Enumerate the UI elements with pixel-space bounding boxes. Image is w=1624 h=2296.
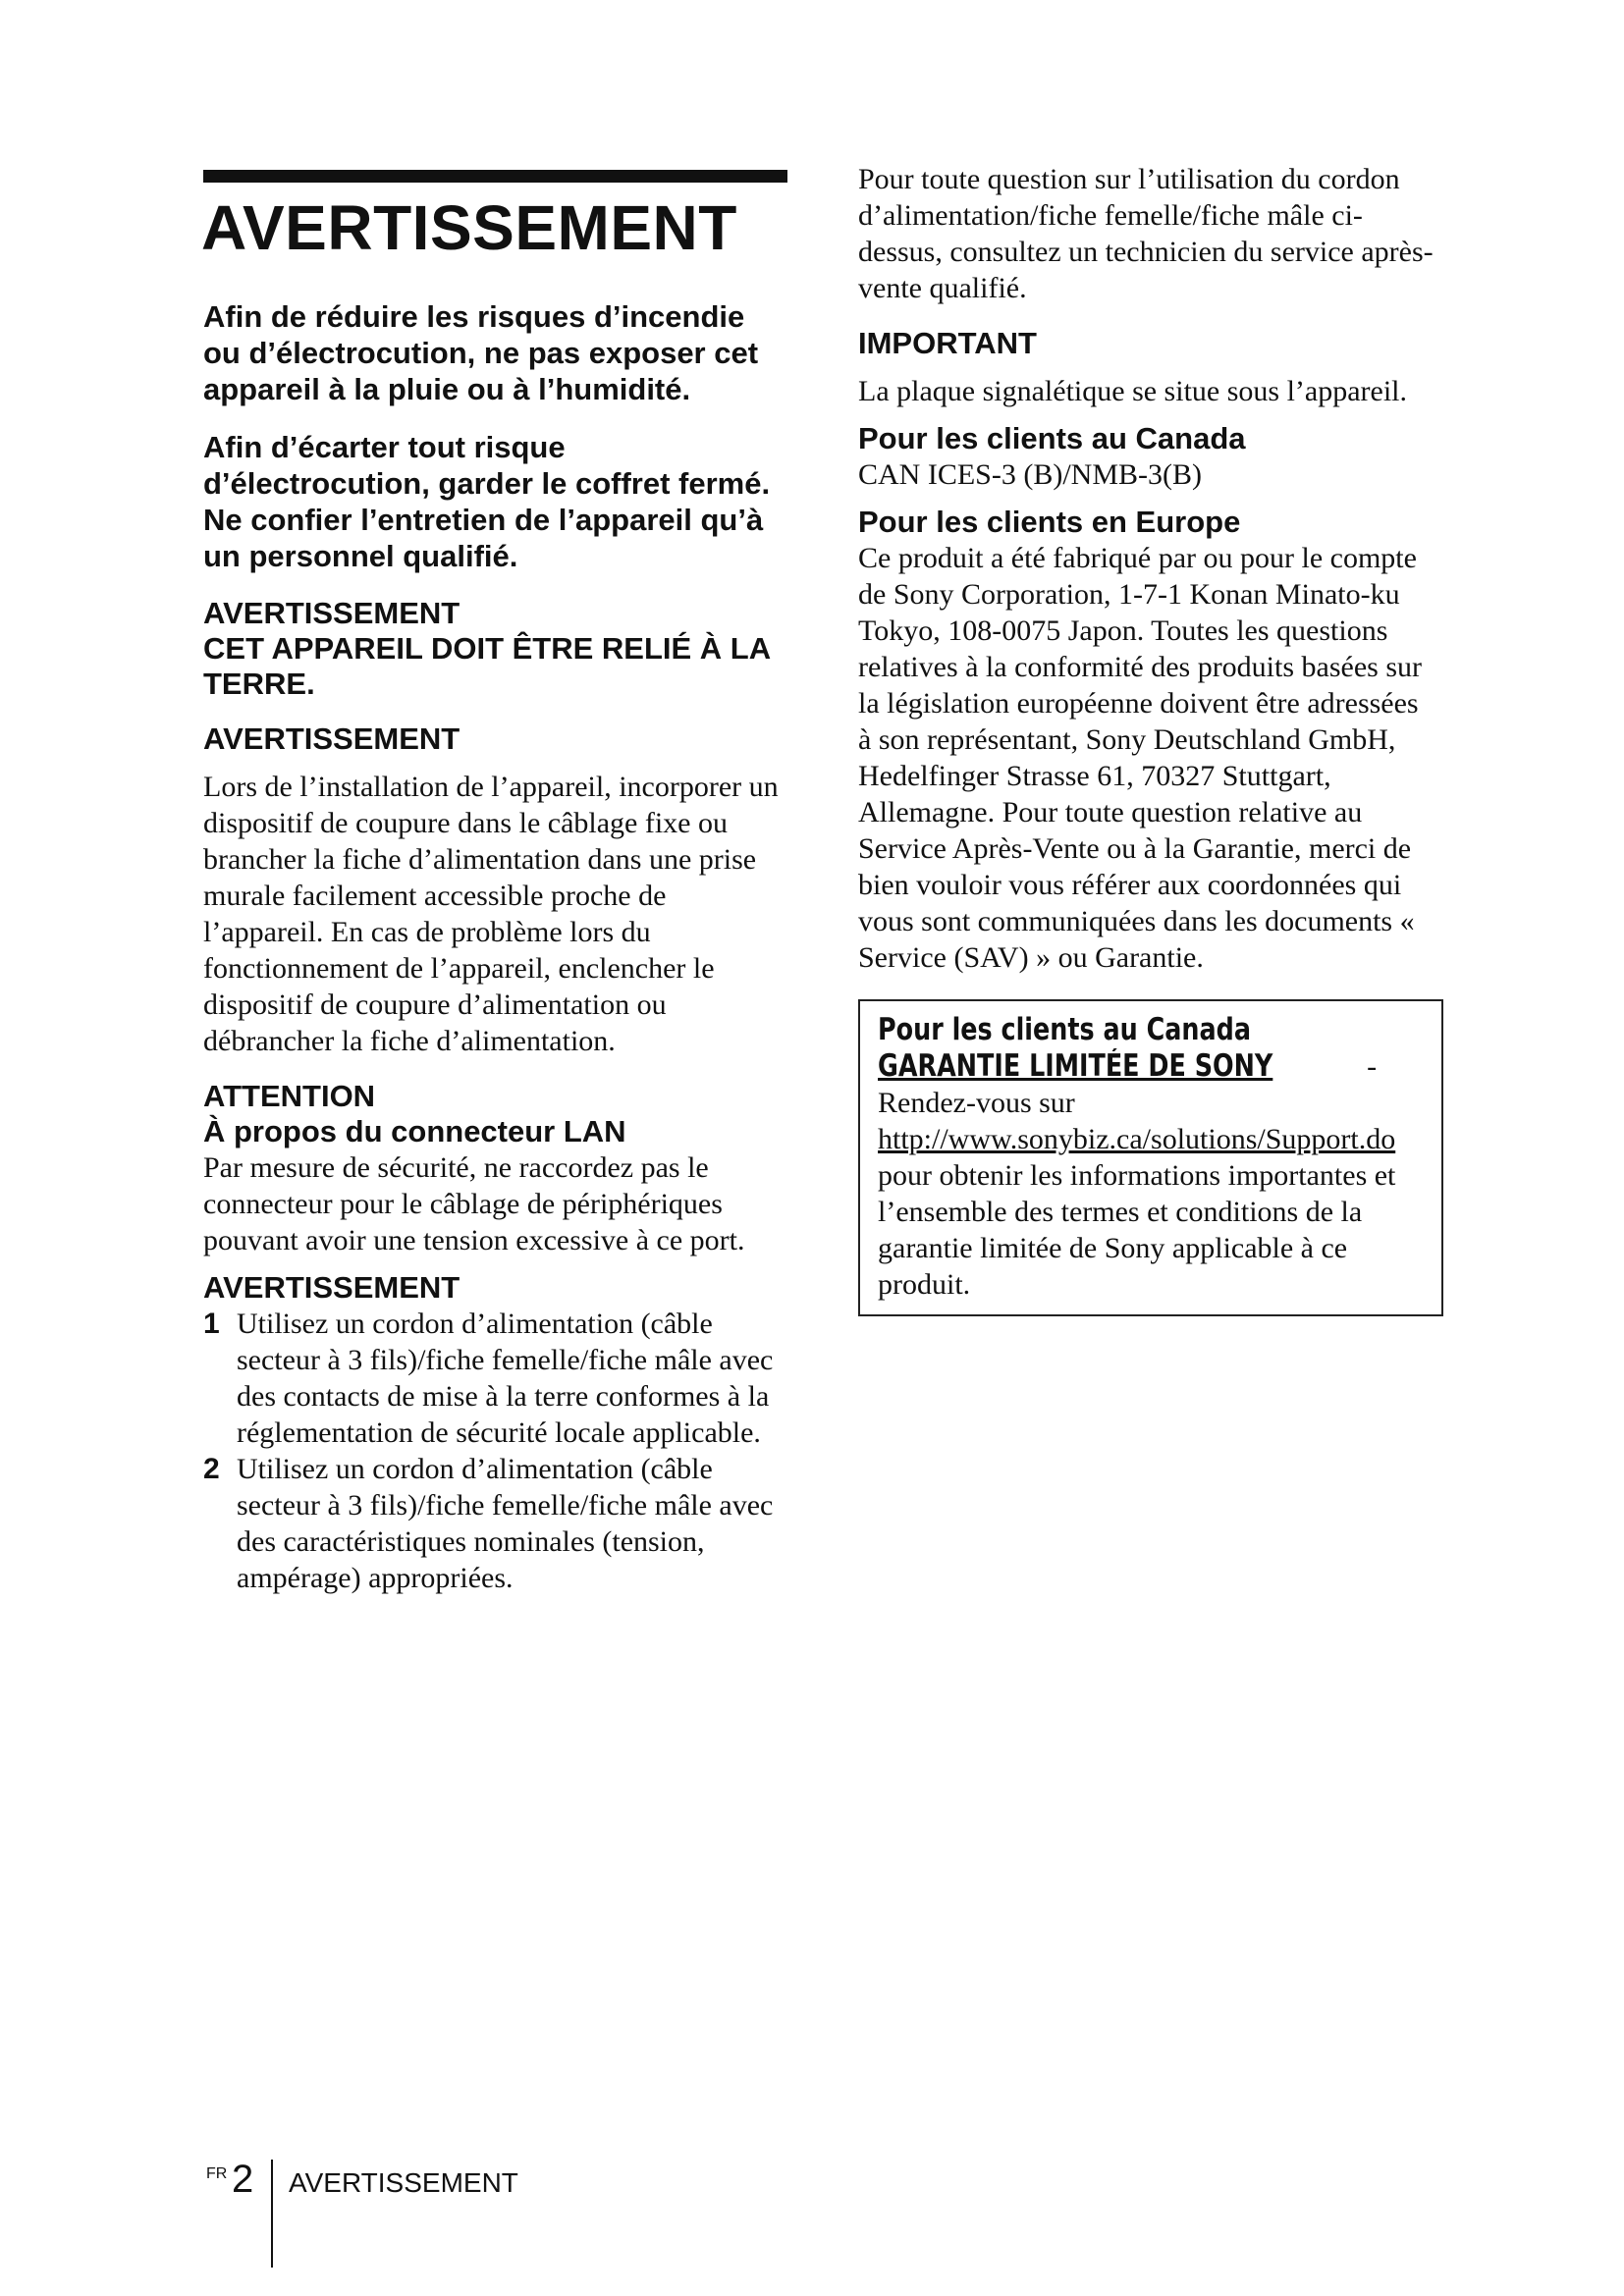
footer-section-title: AVERTISSEMENT <box>289 2167 518 2198</box>
important-heading: IMPORTANT <box>858 326 1037 360</box>
list-text: Utilisez un cordon d’alimentation (câble secteur à 3 fils)/fiche femelle/fiche mâle avec des contacts de mise à la terre conformes à la réglementation de sécurité locale applicable. <box>237 1308 774 1449</box>
lan-text: Par mesure de sécurité, ne raccordez pas le connecteur pour le câblage de périphériques pouvant avoir une tension excessive à ce port. <box>203 1151 745 1256</box>
list-item <box>203 1451 787 1596</box>
warranty-text-before-link: - Rendez-vous sur <box>878 1050 1378 1119</box>
cord-heading: AVERTISSEMENT <box>203 1270 460 1305</box>
important-text: La plaque signalétique se situe sous l’appareil. <box>858 375 1407 407</box>
list-item <box>203 1306 787 1451</box>
warranty-box-text <box>878 1048 1428 1303</box>
warranty-link[interactable]: http://www.sonybiz.ca/solutions/Support.do <box>878 1123 1396 1155</box>
shock-warning: Afin d’écarter tout risque d’électrocution, garder le coffret fermé. Ne confier l’entretien de l’appareil qu’à un personnel qualifié. <box>203 430 771 573</box>
fire-warning: Afin de réduire les risques d’incendie ou d’électrocution, ne pas exposer cet appareil à la pluie ou à l’humidité. <box>203 299 759 406</box>
language-code: FR <box>206 2165 228 2182</box>
europe-text: Ce produit a été fabriqué par ou pour le compte de Sony Corporation, 1-7-1 Konan Minato-ku Tokyo, 108-0075 Japon. Toutes les questions relatives à la conformité des produits basées sur la législation européenne doivent être adressées à son représentant, Sony Deutschland GmbH, Hedelfinger Strasse 61, 70327 Stuttgart, Allemagne. Pour toute question relative au Service Après-Vente ou à la Garantie, merci de bien vouloir vous référer aux coordonnées qui vous sont communiquées dans les documents « Service (SAV) » ou Garantie. <box>858 542 1422 974</box>
cord-list <box>203 1306 787 1596</box>
right-column <box>858 161 1437 1316</box>
warranty-title: GARANTIE LIMITÉE DE SONY <box>878 1048 1273 1084</box>
europe-heading: Pour les clients en Europe <box>858 505 1241 539</box>
page-title: AVERTISSEMENT <box>201 192 737 263</box>
footer-divider <box>271 2160 273 2268</box>
canada-heading: Pour les clients au Canada <box>858 421 1246 455</box>
attention-heading: ATTENTION <box>203 1079 376 1113</box>
warranty-box-heading: Pour les clients au Canada <box>878 1012 1251 1047</box>
list-text: Utilisez un cordon d’alimentation (câble secteur à 3 fils)/fiche femelle/fiche mâle avec des caractéristiques nominales (tension, ampérage) appropriées. <box>237 1453 774 1594</box>
list-number: 2 <box>203 1453 220 1485</box>
install-text: Lors de l’installation de l’appareil, incorporer un dispositif de coupure dans le câblage fixe ou brancher la fiche d’alimentation dans une prise murale facilement accessible proche de l’appareil. En cas de problème lors du fonctionnement de l’appareil, enclencher le dispositif de coupure d’alimentation ou débrancher la fiche d’alimentation. <box>203 771 779 1057</box>
page-number: 2 <box>232 2158 254 2201</box>
warranty-box <box>858 999 1443 1316</box>
cord-question-text: Pour toute question sur l’utilisation du cordon d’alimentation/fiche femelle/fiche mâle ci-dessus, consultez un technicien du service après-vente qualifié. <box>858 163 1434 304</box>
list-number: 1 <box>203 1308 220 1340</box>
ground-heading: AVERTISSEMENT <box>203 596 460 630</box>
ground-text: CET APPAREIL DOIT ÊTRE RELIÉ À LA TERRE. <box>203 631 770 701</box>
title-rule <box>203 170 787 183</box>
install-heading: AVERTISSEMENT <box>203 721 460 756</box>
lan-heading: À propos du connecteur LAN <box>203 1114 626 1148</box>
warranty-text-after-link: pour obtenir les informations importantes et l’ensemble des termes et conditions de la garantie limitée de Sony applicable à ce produit. <box>878 1159 1396 1301</box>
left-column <box>203 170 787 1596</box>
canada-text: CAN ICES-3 (B)/NMB-3(B) <box>858 458 1202 491</box>
